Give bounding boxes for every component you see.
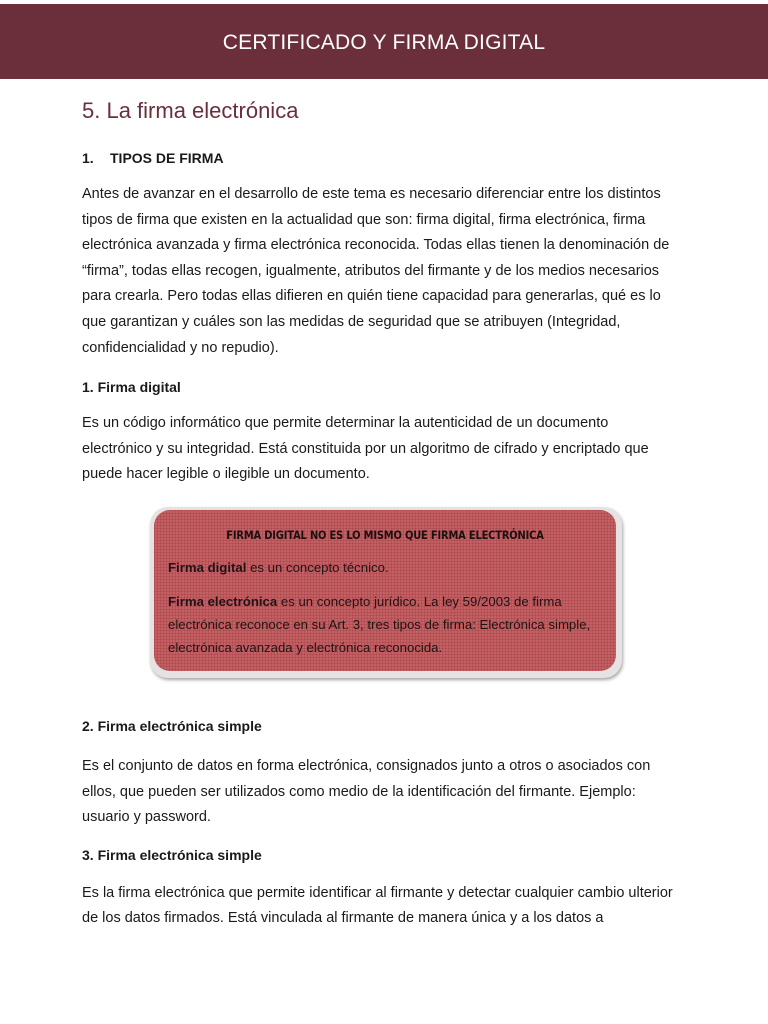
- subheading-firma-electronica-simple-3: 3. Firma electrónica simple: [82, 846, 262, 863]
- subheading-text: TIPOS DE FIRMA: [110, 150, 224, 166]
- paragraph-firma-electronica-simple-3: Es la firma electrónica que permite identificar al firmante y detectar cualquier cambio ulterior de los datos firmados. Está vinculada al firmante de manera única y a los datos a: [82, 884, 673, 927]
- callout-panel: [154, 510, 616, 671]
- subheading-firma-electronica-simple: 2. Firma electrónica simple: [82, 718, 262, 734]
- callout-term-firma-electronica: Firma electrónica: [168, 594, 278, 609]
- paragraph-tipos-de-firma: Antes de avanzar en el desarrollo de este tema es necesario diferenciar entre los distintos tipos de firma que existen en la actualidad que son: firma digital, firma electrónica, firma electrónica avanzada y firma electrónica reconocida. Todas ellas tienen la denominación de “firma”, todas ellas recogen, igualmente, atributos del firmante y de los medios necesarios para crearla. Pero todas ellas difieren en quién tiene capacidad para generarlas, qué es lo que garantizan y cuáles son las medidas de seguridad que se atribuyen (Integridad, confidencialidad y no repudio).: [82, 186, 670, 356]
- callout-box: [150, 507, 622, 678]
- paragraph-firma-electronica-simple: Es el conjunto de datos en forma electrónica, consignados junto a otros o asociados con ellos, que pueden ser utilizados como medio de la identificación del firmante. Ejemplo: usuario y password.: [82, 758, 651, 826]
- document-body-bottom: [82, 716, 682, 932]
- subheading-number: 1.: [82, 150, 94, 166]
- header-banner: [0, 4, 768, 79]
- document-header-title: CERTIFICADO Y FIRMA DIGITAL: [222, 30, 546, 54]
- callout-definition-firma-electronica: es un concepto jurídico. La ley 59/2003 de firma electrónica reconoce en su Art. 3, tres tipos de firma: Electrónica simple, electrónica avanzada y electrónica reconocida.: [168, 594, 591, 655]
- callout-definition-firma-digital: es un concepto técnico.: [246, 560, 389, 575]
- section-title: 5. La firma electrónica: [82, 98, 299, 123]
- subheading-tipos-de-firma: [82, 148, 682, 168]
- subheading-firma-digital: 1. Firma digital: [82, 379, 181, 396]
- callout-heading: FIRMA DIGITAL NO ES LO MISMO QUE FIRMA ELECTRÓNICA: [226, 528, 544, 542]
- callout-line-firma-electronica: [168, 590, 602, 659]
- callout-line-firma-digital: [168, 556, 602, 579]
- document-body-top: [82, 96, 682, 488]
- callout-term-firma-digital: Firma digital: [168, 560, 247, 575]
- paragraph-firma-digital: Es un código informático que permite determinar la autenticidad de un documento electrónico y su integridad. Está constituida por un algoritmo de cifrado y encriptado que puede hacer legible o ilegible un documento.: [82, 415, 649, 483]
